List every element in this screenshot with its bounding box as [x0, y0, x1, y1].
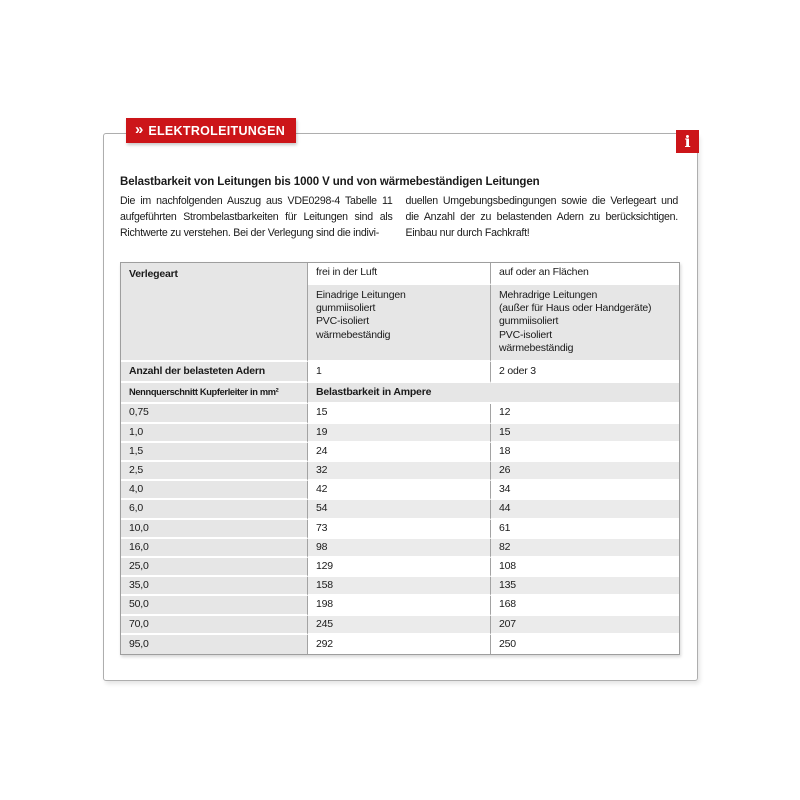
cell-flaechen-ampere: 26: [491, 462, 679, 481]
desc-line: (außer für Haus oder Handgeräte): [499, 302, 652, 315]
cell-querschnitt: 70,0: [121, 616, 308, 635]
cell-querschnitt: 50,0: [121, 596, 308, 615]
desc-line: gummiisoliert: [499, 315, 559, 328]
table-row: [121, 539, 679, 558]
desc-line: gummiisoliert: [316, 302, 376, 315]
intro-column-left: Die im nachfolgenden Auszug aus VDE0298-4 Tabelle 11 aufgeführten Strombelastbarkeiten für Leitungen sind als Richtwerte zu verstehen. Bei der Verlegung sind die indivi-: [120, 195, 393, 240]
frei-cable-type-description: [308, 285, 491, 362]
table-row: [121, 520, 679, 539]
desc-line: Mehradrige Leitungen: [499, 289, 598, 301]
table-row: [121, 443, 679, 462]
cell-frei-ampere: 42: [308, 481, 491, 500]
cell-flaechen-ampere: 135: [491, 577, 679, 596]
cell-frei-ampere: 24: [308, 443, 491, 462]
cell-frei-ampere: 198: [308, 596, 491, 615]
table-row-loaded-cores: [121, 362, 679, 383]
cell-frei-ampere: 32: [308, 462, 491, 481]
table-row: [121, 596, 679, 615]
cell-flaechen-ampere: 250: [491, 635, 679, 654]
anzahl-adern-frei: 1: [308, 362, 491, 383]
table-row: [121, 635, 679, 654]
cell-flaechen-ampere: 82: [491, 539, 679, 558]
table-row: [121, 462, 679, 481]
cell-flaechen-ampere: 34: [491, 481, 679, 500]
load-capacity-table: [120, 262, 680, 655]
header-nennquerschnitt: Nennquerschnitt Kupferleiter in mm²: [121, 383, 308, 404]
cell-frei-ampere: 98: [308, 539, 491, 558]
cell-querschnitt: 25,0: [121, 558, 308, 577]
intro-column-right: duellen Umgebungsbedingungen sowie die Verlegeart und die Anzahl der zu belastenden Adern zu berücksichtigen. Einbau nur durch Fachkraft!: [405, 195, 678, 240]
desc-line: Einadrige Leitungen: [316, 289, 406, 301]
cell-frei-ampere: 158: [308, 577, 491, 596]
cell-querschnitt: 95,0: [121, 635, 308, 654]
cell-querschnitt: 1,5: [121, 443, 308, 462]
cell-frei-ampere: 292: [308, 635, 491, 654]
double-chevron-icon: »: [135, 121, 144, 138]
cell-querschnitt: 0,75: [121, 404, 308, 423]
table-row: [121, 424, 679, 443]
cell-flaechen-ampere: 207: [491, 616, 679, 635]
cell-flaechen-ampere: 15: [491, 424, 679, 443]
cell-querschnitt: 10,0: [121, 520, 308, 539]
header-frei-in-der-luft: frei in der Luft: [308, 263, 491, 285]
cell-querschnitt: 6,0: [121, 500, 308, 519]
cell-querschnitt: 35,0: [121, 577, 308, 596]
cell-querschnitt: 2,5: [121, 462, 308, 481]
info-icon[interactable]: i: [676, 130, 699, 153]
cell-querschnitt: 1,0: [121, 424, 308, 443]
table-row: [121, 500, 679, 519]
table-row: [121, 577, 679, 596]
table-row: [121, 481, 679, 500]
cell-flaechen-ampere: 44: [491, 500, 679, 519]
flaechen-cable-type-description: [491, 285, 679, 362]
cell-frei-ampere: 73: [308, 520, 491, 539]
header-verlegeart: Verlegeart: [121, 263, 308, 362]
desc-line: PVC-isoliert: [316, 315, 370, 328]
section-title: ELEKTROLEITUNGEN: [148, 123, 286, 138]
table-row: [121, 616, 679, 635]
cell-frei-ampere: 15: [308, 404, 491, 423]
cell-frei-ampere: 54: [308, 500, 491, 519]
article-title: Belastbarkeit von Leitungen bis 1000 V und von wärmebeständigen Leitungen: [120, 176, 540, 188]
cell-flaechen-ampere: 108: [491, 558, 679, 577]
cell-flaechen-ampere: 61: [491, 520, 679, 539]
cell-frei-ampere: 129: [308, 558, 491, 577]
header-belastbarkeit-ampere: Belastbarkeit in Ampere: [308, 383, 679, 404]
cell-frei-ampere: 19: [308, 424, 491, 443]
desc-line: PVC-isoliert: [499, 328, 553, 341]
cell-frei-ampere: 245: [308, 616, 491, 635]
table-row: [121, 404, 679, 423]
cell-querschnitt: 4,0: [121, 481, 308, 500]
desc-line: wärmebeständig: [316, 328, 391, 341]
table-row: [121, 558, 679, 577]
table-header-row-installation: [121, 263, 679, 285]
header-anzahl-adern: Anzahl der belasteten Adern: [121, 362, 308, 383]
cell-flaechen-ampere: 18: [491, 443, 679, 462]
cell-flaechen-ampere: 168: [491, 596, 679, 615]
cell-querschnitt: 16,0: [121, 539, 308, 558]
desc-line: wärmebeständig: [499, 341, 574, 354]
cell-flaechen-ampere: 12: [491, 404, 679, 423]
intro-paragraph: [120, 193, 678, 242]
table-row-cross-section-header: [121, 383, 679, 404]
header-auf-flaechen: auf oder an Flächen: [491, 263, 679, 285]
anzahl-adern-flaechen: 2 oder 3: [491, 362, 679, 383]
section-badge: [126, 118, 296, 143]
